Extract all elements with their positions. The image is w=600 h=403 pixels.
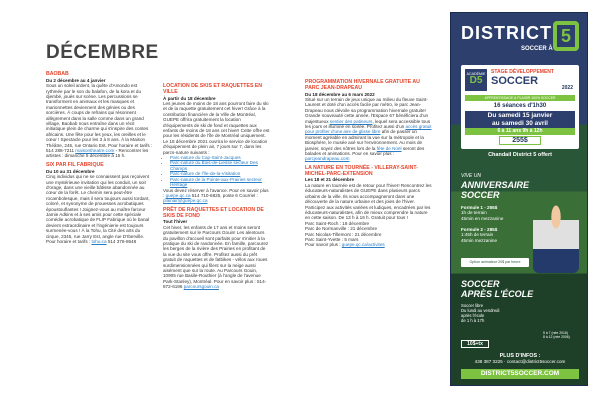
event-dates: Du 10 au 31 décembre	[46, 168, 95, 174]
contact-info: PLUS D'INFOS : 438 387 3225 · contact@district5soccer.com	[474, 353, 566, 365]
five-logo-icon: 5	[553, 21, 579, 51]
event-dates: Du 18 décembre au 6 mars 2022	[305, 91, 375, 97]
price-tag: 10$+tx	[461, 340, 489, 348]
child-photo	[533, 193, 579, 273]
event-title: SIX PAR FIL FABRIQUE	[46, 161, 104, 168]
year-label: 2022	[561, 85, 573, 91]
event-title: LOCATION DE SKIS ET RAQUETTES EN VILLE	[163, 83, 263, 95]
event-link[interactable]: maisontheatre.com	[75, 148, 115, 154]
park-list	[163, 155, 270, 187]
advertisement-district5[interactable]	[450, 12, 588, 386]
event-description: La nature en tournée est de retour pour l'hiver! Rencontrez les éducateurs-naturalistes de GUEPE dans plusieurs parcs urbains de la ville. Ils vous accompagneront dans une découverte de la nature urbaine et des joies de l'hiver. Participez aux activités variées et ludiques, encadrées par les éducateurs-naturalistes, afin de mieux comprendre la nature en cette saison. De 13 h à 16 h. Gratuit pour tous !	[305, 182, 432, 221]
event-contact: Vous devez réserver à l'avance. Pour en savoir plus : guepe.qc.ca 514 710-6825, poste 6 Courriel : plainair@guepe.qc.ca	[163, 187, 269, 204]
event-description: Cinq individus qui ne se connaissent pas reçoivent une mystérieuse invitation qui les conduit, un soir d'orage, dans une vieille bâtisse abandonnée au cœur de la forêt. Le chemin sera peut-être rocambolesque, mais il sera toujours aussi tordant, coloré, et synonyme de prouesses acrobatiques époustouflantes ! Joignez-vous au maître farceur Jamie Adkins et à ses amis pour cette spéciale comédie acrobatique de FLIP Fabrique où le banal devient extraordinaire et l'ingénierie est toujours surmenée-vous ! À la Tohu, la Cité des arts du cirque, 2345, rue Jarry Est, angle rue D'Iberville. Pour horaire et tarifs : tohu.ca 514 376-8648	[46, 174, 150, 244]
after-school-details: Soccer libre Du lundi au vendredi après l'école de 1 h à 17h	[461, 303, 500, 323]
event-link[interactable]: tohu.ca	[91, 238, 107, 244]
park-link[interactable]: • Parc-nature de la Pointe-aux-Prairies secteur Héritage	[170, 177, 270, 188]
column-3	[305, 80, 433, 248]
event-link[interactable]: sentier des patineurs	[329, 118, 373, 124]
column-2	[163, 84, 270, 293]
anniversary-title: ANNIVERSAIRE SOCCER	[461, 180, 530, 200]
hours-bar: 6 à 11 ans 9h à 12h	[465, 128, 575, 135]
event-dates: Les 18 et 21 décembre	[305, 177, 355, 183]
event-link[interactable]: fête de Noël	[376, 145, 402, 151]
event-link[interactable]: guepe.qc.ca/activites	[341, 242, 385, 248]
park-item: Parc Saint-Roch : 18 décembre	[305, 220, 370, 226]
park-link[interactable]: • Parc-nature de l'Île-de-la-Visitation	[170, 171, 270, 176]
vive-label: VIVE UN	[461, 173, 482, 179]
age-groups: 5 à 7 (née 2016) 8 à 12 (née 2006)	[543, 331, 570, 339]
event-dates: Du 2 décembre au 4 janvier	[46, 77, 106, 83]
event-link[interactable]: accès gratuit pour profiter d'une aire de glisse libre	[305, 124, 432, 135]
event-title: PROGRAMMATION HIVERNALE GRATUITE AU PARC JEAN-DRAPEAU	[305, 79, 420, 91]
event-description: Cet hiver, les enfants de 17 ans et moins seront gratuitement sur le Parcours Gouin! Les alentours du pavillon d'accueil sont parfaits pour s'initier à la pratique du ski de randonnée. En famille, parcourez les berges de la rivière des Prairies en profitant de la vue du site vous offre. Profitez aussi du prêt gratuit de raquettes et de fatbikes - vélos aux roues surdimensionnées qui filent sur la neige aussi aisément que sur la route. Au Parcours Gouin, 10905 rue Basile-Routhier (à l'angle de l'avenue Park-Stanley), Montréal. Pour en savoir plus : 514-872-6196 parcoursgouin.ca	[163, 224, 269, 290]
website-link[interactable]: DISTRICT5SOCCER.COM	[461, 369, 579, 379]
logo-tagline: SOCCER À	[521, 46, 553, 52]
event-title: BAOBAB	[46, 71, 69, 77]
stage-label: STAGE DÉVELOPPEMENT	[491, 69, 554, 75]
column-1	[46, 72, 153, 247]
park-item: Parc Saint-Yvette : 5 mars	[305, 236, 359, 242]
park-item: Parc de Normanville : 21 décembre	[305, 226, 378, 232]
page-title: DÉCEMBRE	[46, 42, 159, 63]
park-link[interactable]: • Parc-nature du Bois-de-Liesse secteur Des Champs	[170, 160, 270, 171]
event-dates: Tout l'hiver	[163, 219, 188, 225]
sessions-label: 16 séances d'1h30	[493, 103, 547, 109]
event-contact: Pour savoir plus : guepe.qc.ca/activites	[305, 242, 385, 248]
date-block: Du samedi 15 janvier au samedi 30 avril	[465, 111, 575, 128]
option-badge: Option animateur 20$ par heure	[461, 258, 529, 267]
stage-card	[461, 65, 579, 149]
district-logo: DISTRICT	[461, 23, 552, 43]
park-item: Parc Nicolas-Tillemont : 21 décembre	[305, 231, 382, 237]
event-description: Sous un soleil ardent, la quête d'Amondo est rythmée par le son du balafon, de la kora et du djembé, joués sur scène. Les percussions se transforment en animaux et les masques et marionnettes deviennent des génies ou des sorcières. À coups de refrains qui résonnent allègrement dans la salle comme dans un grand village, Baobab nous entraîne dans un récit initiatique plein de charme qui s'inspire des contes africains. Une fête pour les yeux, les oreilles et le cœur ! Spectacle pour les 3 à 8 ans. À la Maison Théâtre, 245, rue Ontario Est. Pour horaire et tarifs : 514 288-7211 maisontheatre.com - Rencontrer les artistes : dimanche 5 décembre à 15 h.	[46, 83, 153, 159]
event-title: PRÊT DE RAQUETTES ET LOCATION DE SKIS DE FOND	[163, 206, 264, 219]
formula-1: Formule 1 - 255$ 1h de terrain 45min en mezzanine	[461, 205, 504, 221]
offer-label: Chandail District 5 offert	[488, 152, 552, 158]
formula-2: Formule 2 - 285$ 1:45h de terrain 45min mezzanine	[461, 227, 498, 243]
event-link[interactable]: parcjeandrapeau.com	[305, 156, 350, 162]
event-dates: À partir du 18 décembre	[163, 95, 216, 101]
price-label: 255$	[499, 136, 541, 145]
event-description: Les jeunes de moins de 18 ans pourront faire du ski et de la raquette gratuitement cet hiver! Grâce à la contribution financière de la Ville de Montréal, GUEPE offrira gratuitement la location d'équipements de ski de fond et raquettes aux enfants de moins de 18 ans cet hiver! Cette offre est pour les résidents de l'île de Montréal uniquement. Le 18 décembre 2021 ouvrira le service de location d'équipement de plein air, 7 jours sur 7, dans les parcs-nature suivants :	[163, 101, 270, 155]
park-list	[305, 221, 433, 243]
event-link[interactable]: parcoursgouin.ca	[183, 284, 219, 290]
park-link[interactable]: • Parc-nature du Cap-Saint-Jacques	[170, 155, 270, 160]
after-school-title: SOCCER APRÈS L'ÉCOLE	[461, 279, 534, 299]
academy-badge: ACADÉMIE D5	[465, 69, 487, 91]
email-link[interactable]: plainair@guepe.qc.ca	[163, 198, 208, 204]
event-title: LA NATURE EN TOURNÉE - VILLERAY-SAINT-MICHEL-PARC-EXTENSION	[305, 164, 418, 177]
tagline-bar: APPRENTISSAGE & PLAISIR 100% SOCCER	[465, 95, 575, 101]
event-link[interactable]: guepe.qc.ca	[165, 192, 191, 198]
event-description: Situé sur un terrain de jeux unique au milieu du fleuve Saint-Laurent et doté d'un accès facile par métro, le parc Jean-Drapeau nous dévoile sa programmation hivernale gratuite! Grande nouveauté cette année, l'Espace 67 bénéficiera d'un majestueux sentier des patineurs, lequel sera accessible tous les jours et illuminé en soirée. Profitez aussi d'un accès gratuit pour profiter d'une aire de glisse libre afin de passer un moment agréable en admirant la vue sur la métropole et la Biosphère, le musée axé sur l'environnement. Au mois de janvier, soyez des nôtres lors de la fête de Noël seront des balades et animations. Pour en savoir plus : parcjeandrapeau.com	[305, 97, 432, 162]
soccer-label: SOCCER	[491, 75, 539, 87]
